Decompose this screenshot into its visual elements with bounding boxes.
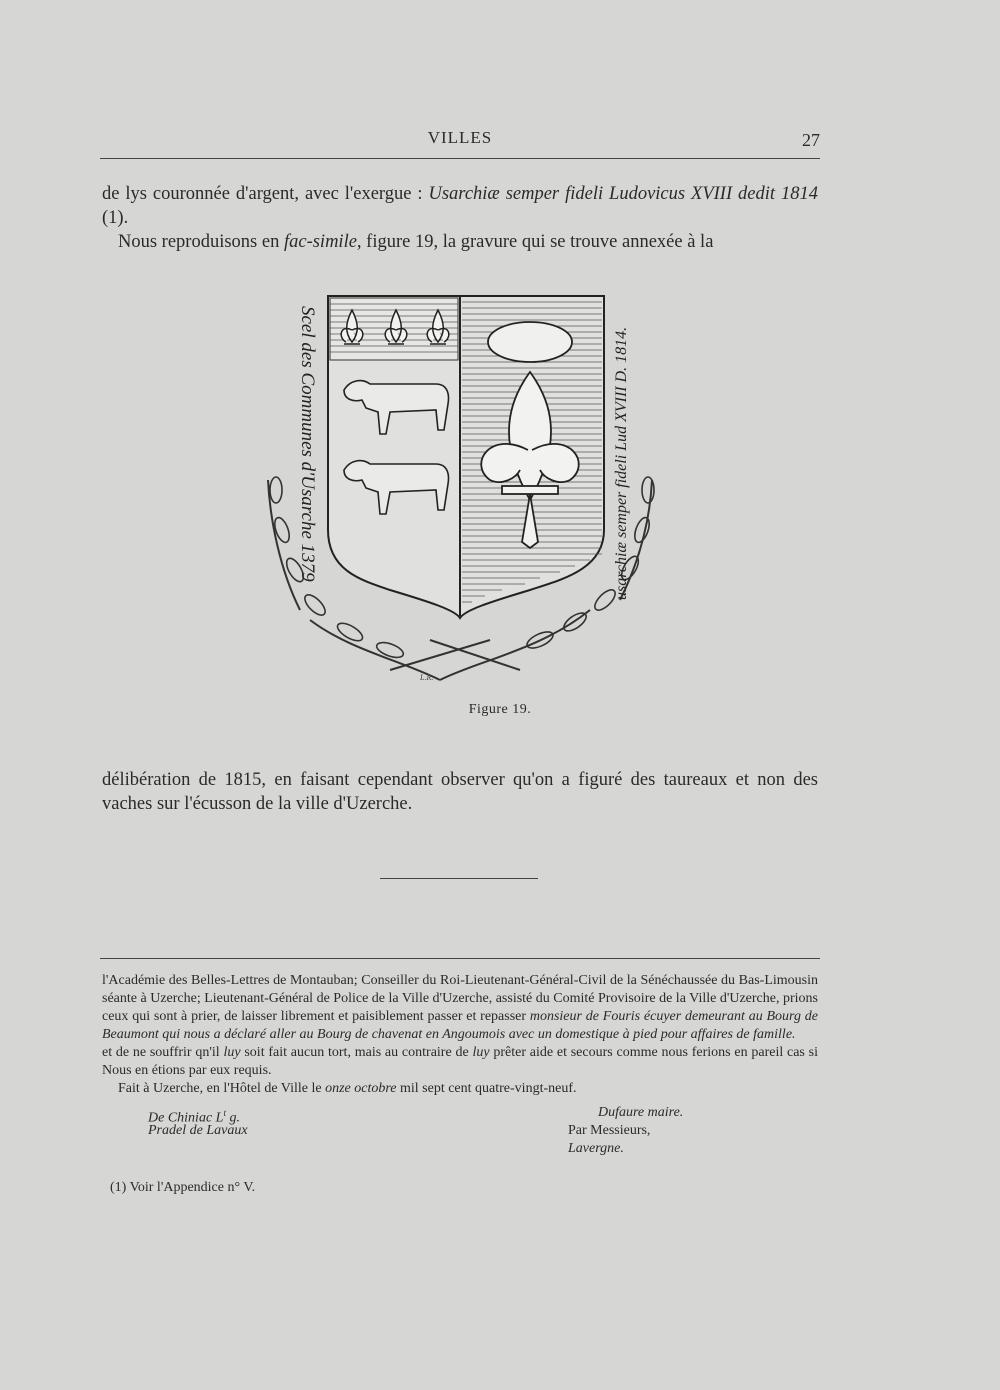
footnote-block	[102, 972, 818, 1158]
signature-lavergne: Lavergne.	[568, 1141, 624, 1156]
signature-chiniac-end: g.	[225, 1110, 240, 1126]
footnote-date: onze octobre	[325, 1081, 397, 1096]
signature-dufaure: Dufaure maire.	[598, 1105, 684, 1120]
right-legend: usarchiæ semper fideli Lud XVIII D. 1814.	[613, 326, 630, 600]
footnote-1: (1) Voir l'Appendice n° V.	[110, 1180, 256, 1195]
intro-text: de lys couronnée d'argent, avec l'exergue :	[102, 184, 429, 204]
header-rule	[100, 158, 820, 159]
motto-text: Usarchiæ semper fideli Ludovicus XVIII dedit 1814	[428, 184, 818, 204]
footnote-luy-2: luy	[472, 1045, 490, 1060]
footnote-luy-1: luy	[223, 1045, 241, 1060]
signature-chiniac: De Chiniac L	[148, 1110, 224, 1126]
footnote-text-2b: soit fait aucun tort, mais au contraire de	[240, 1045, 473, 1060]
engraver-mark: L.R.	[420, 673, 434, 682]
footnote-text-3b: mil sept cent quatre-vingt-neuf.	[396, 1081, 577, 1096]
signature-chiniac-sup: t	[223, 1108, 226, 1118]
footnote-text-3a: Fait à Uzerche, en l'Hôtel de Ville le	[118, 1081, 326, 1096]
note-ref: (1).	[102, 208, 129, 228]
left-legend: Scel des Communes d'Usarche 1379	[297, 306, 318, 582]
intro-text-2a: Nous reproduisons en	[118, 232, 284, 252]
signature-row-1	[102, 1104, 818, 1126]
page-number: 27	[802, 130, 820, 150]
signature-row-3	[102, 1140, 818, 1158]
footnote-italic: monsieur de Fouris écuyer demeurant au Bourg de Beaumont qui nous a déclaré aller au Bourg de chavenat en Angoumois avec un domestique à pied pour affaires de famille.	[102, 1009, 818, 1042]
figure-caption: Figure 19.	[468, 702, 532, 717]
running-head	[100, 128, 820, 152]
facsimile-word: fac-simile,	[283, 232, 362, 252]
footnote-text-2c: prêter aide et secours comme nous ferions en pareil cas si Nous en étions par eux requis.	[102, 1045, 818, 1078]
coat-of-arms-figure	[240, 280, 680, 700]
section-divider	[380, 878, 538, 879]
footnote-text-2a: et de ne souffrir qn'il	[102, 1045, 224, 1060]
page-title: VILLES	[427, 128, 493, 147]
intro-paragraph	[102, 182, 818, 254]
signature-pradel: Pradel de Lavaux	[148, 1123, 248, 1138]
intro-text-2b: figure 19, la gravure qui se trouve annexée à la	[361, 232, 714, 252]
footnote-rule	[100, 958, 820, 959]
footnote-text: l'Académie des Belles-Lettres de Montauban; Conseiller du Roi-Lieutenant-Général-Civil de la Sénéchaussée du Bas-Limousin séante à Uzerche; Lieutenant-Général de Police de la Ville d'Uzerche, assisté du Comité Provisoire de la Ville d'Uzerche, prions ceux qui sont à prier, de laisser librement et paisiblement passer et repasser	[102, 973, 818, 1024]
signature-row-2	[102, 1122, 818, 1140]
signature-par-messieurs: Par Messieurs,	[568, 1123, 651, 1138]
continuation-paragraph: délibération de 1815, en faisant cependant observer qu'on a figuré des taureaux et non des vaches sur l'écusson de la ville d'Uzerche.	[102, 770, 818, 814]
